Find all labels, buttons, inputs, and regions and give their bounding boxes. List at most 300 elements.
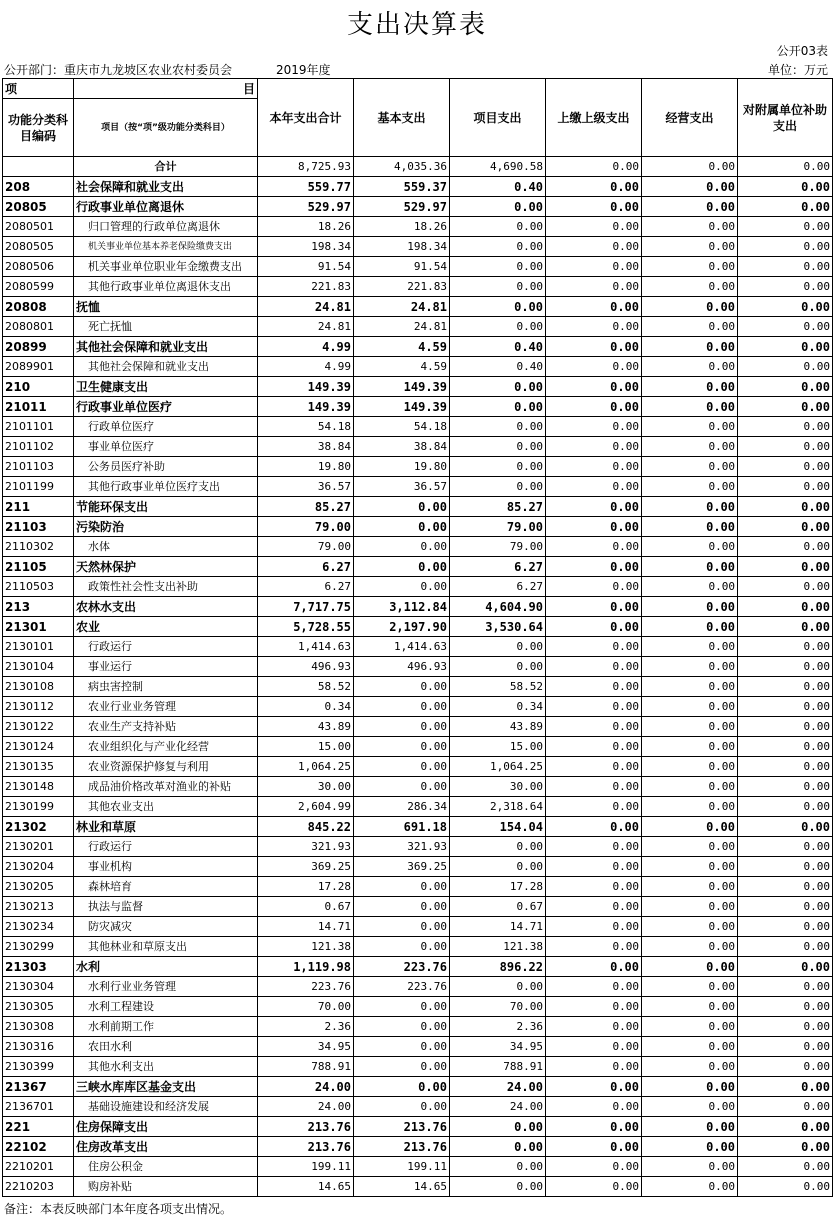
table-row: [3, 377, 833, 397]
cell-superior: 0.00: [546, 697, 642, 717]
cell-subsidiary: 0.00: [738, 517, 833, 537]
row-name: 其他社会保障和就业支出: [74, 357, 258, 377]
cell-superior: 0.00: [546, 1077, 642, 1097]
cell-basic: 0.00: [354, 997, 450, 1017]
cell-superior: 0.00: [546, 997, 642, 1017]
cell-total: 369.25: [258, 857, 354, 877]
cell-project: 121.38: [450, 937, 546, 957]
cell-total: 1,414.63: [258, 637, 354, 657]
row-name: 水体: [74, 537, 258, 557]
cell-business: 0.00: [642, 157, 738, 177]
cell-business: 0.00: [642, 1097, 738, 1117]
unit-label: 单位：万元: [767, 63, 828, 77]
row-name: 归口管理的行政单位离退休: [74, 217, 258, 237]
cell-business: 0.00: [642, 277, 738, 297]
cell-basic: 321.93: [354, 837, 450, 857]
cell-basic: 0.00: [354, 537, 450, 557]
cell-business: 0.00: [642, 1157, 738, 1177]
cell-superior: 0.00: [546, 1137, 642, 1157]
cell-project: 15.00: [450, 737, 546, 757]
cell-business: 0.00: [642, 737, 738, 757]
cell-total: 7,717.75: [258, 597, 354, 617]
cell-project: 0.00: [450, 657, 546, 677]
cell-subsidiary: 0.00: [738, 397, 833, 417]
cell-superior: 0.00: [546, 1117, 642, 1137]
cell-basic: 2,197.90: [354, 617, 450, 637]
cell-basic: 0.00: [354, 497, 450, 517]
row-code: 2130299: [3, 937, 74, 957]
row-code: 21011: [3, 397, 74, 417]
cell-basic: 529.97: [354, 197, 450, 217]
cell-superior: 0.00: [546, 337, 642, 357]
cell-subsidiary: 0.00: [738, 217, 833, 237]
cell-project: 0.34: [450, 697, 546, 717]
fiscal-year: 2019年度: [276, 63, 331, 77]
row-name: 水利: [74, 957, 258, 977]
row-code: 213: [3, 597, 74, 617]
cell-total: 0.34: [258, 697, 354, 717]
cell-project: 0.00: [450, 377, 546, 397]
cell-superior: 0.00: [546, 577, 642, 597]
cell-total: 70.00: [258, 997, 354, 1017]
cell-basic: 559.37: [354, 177, 450, 197]
cell-total: 24.81: [258, 297, 354, 317]
cell-business: 0.00: [642, 177, 738, 197]
cell-superior: 0.00: [546, 637, 642, 657]
row-name: 农业行业业务管理: [74, 697, 258, 717]
cell-project: 0.00: [450, 217, 546, 237]
row-name: 事业机构: [74, 857, 258, 877]
cell-project: 0.00: [450, 837, 546, 857]
header-name: 项目（按“项”级功能分类科目）: [74, 99, 258, 157]
cell-basic: 4,035.36: [354, 157, 450, 177]
cell-subsidiary: 0.00: [738, 1097, 833, 1117]
row-name: 行政单位医疗: [74, 417, 258, 437]
table-row: [3, 757, 833, 777]
cell-project: 0.00: [450, 1157, 546, 1177]
cell-superior: 0.00: [546, 357, 642, 377]
cell-basic: 91.54: [354, 257, 450, 277]
row-name: 三峡水库库区基金支出: [74, 1077, 258, 1097]
table-header: [3, 79, 833, 157]
row-code: 21303: [3, 957, 74, 977]
cell-business: 0.00: [642, 357, 738, 377]
cell-business: 0.00: [642, 997, 738, 1017]
cell-total: 79.00: [258, 537, 354, 557]
cell-project: 34.95: [450, 1037, 546, 1057]
cell-basic: 369.25: [354, 857, 450, 877]
header-basic: 基本支出: [354, 79, 450, 157]
cell-subsidiary: 0.00: [738, 737, 833, 757]
cell-superior: 0.00: [546, 597, 642, 617]
row-name: 水利前期工作: [74, 1017, 258, 1037]
row-name: 农业: [74, 617, 258, 637]
table-row: [3, 777, 833, 797]
cell-subsidiary: 0.00: [738, 197, 833, 217]
cell-superior: 0.00: [546, 917, 642, 937]
cell-subsidiary: 0.00: [738, 537, 833, 557]
cell-superior: 0.00: [546, 677, 642, 697]
cell-superior: 0.00: [546, 417, 642, 437]
cell-basic: 54.18: [354, 417, 450, 437]
department-label: 公开部门：重庆市九龙坡区农业农村委员会: [4, 63, 233, 77]
cell-project: 6.27: [450, 557, 546, 577]
row-code: 2110503: [3, 577, 74, 597]
cell-project: 0.00: [450, 977, 546, 997]
cell-basic: 213.76: [354, 1117, 450, 1137]
form-number: 公开03表: [776, 44, 828, 58]
row-name: 农业生产支持补贴: [74, 717, 258, 737]
cell-project: 0.00: [450, 297, 546, 317]
cell-total: 4.99: [258, 357, 354, 377]
row-name: 水利工程建设: [74, 997, 258, 1017]
cell-total: 529.97: [258, 197, 354, 217]
cell-project: 14.71: [450, 917, 546, 937]
row-name: 林业和草原: [74, 817, 258, 837]
cell-basic: 0.00: [354, 917, 450, 937]
row-name: 事业单位医疗: [74, 437, 258, 457]
cell-subsidiary: 0.00: [738, 1057, 833, 1077]
row-name: 成品油价格改革对渔业的补贴: [74, 777, 258, 797]
row-name: 公务员医疗补助: [74, 457, 258, 477]
cell-superior: 0.00: [546, 837, 642, 857]
cell-business: 0.00: [642, 1077, 738, 1097]
cell-superior: 0.00: [546, 377, 642, 397]
table-row: [3, 157, 833, 177]
table-row: [3, 1057, 833, 1077]
cell-superior: 0.00: [546, 477, 642, 497]
cell-business: 0.00: [642, 217, 738, 237]
cell-project: 0.00: [450, 437, 546, 457]
cell-subsidiary: 0.00: [738, 1177, 833, 1197]
cell-basic: 4.59: [354, 337, 450, 357]
cell-project: 43.89: [450, 717, 546, 737]
cell-business: 0.00: [642, 1037, 738, 1057]
row-name: 其他水利支出: [74, 1057, 258, 1077]
cell-superior: 0.00: [546, 1017, 642, 1037]
table-row: [3, 317, 833, 337]
cell-business: 0.00: [642, 757, 738, 777]
cell-total: 2.36: [258, 1017, 354, 1037]
cell-subsidiary: 0.00: [738, 457, 833, 477]
cell-project: 0.40: [450, 357, 546, 377]
cell-total: 85.27: [258, 497, 354, 517]
cell-superior: 0.00: [546, 877, 642, 897]
cell-total: 91.54: [258, 257, 354, 277]
table-row: [3, 597, 833, 617]
header-superior: 上缴上级支出: [546, 79, 642, 157]
row-name: 住房公积金: [74, 1157, 258, 1177]
table-row: [3, 177, 833, 197]
cell-total: 15.00: [258, 737, 354, 757]
cell-project: 0.00: [450, 237, 546, 257]
row-code: 2130124: [3, 737, 74, 757]
cell-subsidiary: 0.00: [738, 477, 833, 497]
cell-business: 0.00: [642, 777, 738, 797]
cell-business: 0.00: [642, 437, 738, 457]
row-code: 2130204: [3, 857, 74, 877]
row-code: 22102: [3, 1137, 74, 1157]
cell-subsidiary: 0.00: [738, 1117, 833, 1137]
cell-basic: 0.00: [354, 757, 450, 777]
table-row: [3, 477, 833, 497]
row-code: 21301: [3, 617, 74, 637]
cell-total: 1,064.25: [258, 757, 354, 777]
cell-superior: 0.00: [546, 937, 642, 957]
cell-superior: 0.00: [546, 397, 642, 417]
table-row: [3, 977, 833, 997]
cell-total: 845.22: [258, 817, 354, 837]
cell-total: 14.71: [258, 917, 354, 937]
cell-total: 36.57: [258, 477, 354, 497]
table-row: [3, 737, 833, 757]
cell-basic: 0.00: [354, 557, 450, 577]
row-code: 2130108: [3, 677, 74, 697]
row-code: 2110302: [3, 537, 74, 557]
cell-basic: 223.76: [354, 977, 450, 997]
cell-basic: 4.59: [354, 357, 450, 377]
cell-basic: 1,414.63: [354, 637, 450, 657]
table-row: [3, 917, 833, 937]
row-name: 事业运行: [74, 657, 258, 677]
table-row: [3, 197, 833, 217]
cell-project: 0.00: [450, 197, 546, 217]
cell-project: 0.00: [450, 317, 546, 337]
cell-business: 0.00: [642, 877, 738, 897]
cell-subsidiary: 0.00: [738, 337, 833, 357]
table-row: [3, 897, 833, 917]
cell-business: 0.00: [642, 837, 738, 857]
cell-business: 0.00: [642, 197, 738, 217]
row-name: 病虫害控制: [74, 677, 258, 697]
cell-project: 30.00: [450, 777, 546, 797]
cell-total: 223.76: [258, 977, 354, 997]
cell-business: 0.00: [642, 1017, 738, 1037]
cell-total: 8,725.93: [258, 157, 354, 177]
cell-project: 896.22: [450, 957, 546, 977]
cell-project: 6.27: [450, 577, 546, 597]
cell-business: 0.00: [642, 297, 738, 317]
row-name: 社会保障和就业支出: [74, 177, 258, 197]
row-code: 2130101: [3, 637, 74, 657]
cell-superior: 0.00: [546, 777, 642, 797]
table-row: [3, 957, 833, 977]
cell-business: 0.00: [642, 317, 738, 337]
cell-business: 0.00: [642, 617, 738, 637]
row-name: 防灾减灾: [74, 917, 258, 937]
cell-project: 79.00: [450, 517, 546, 537]
table-row: [3, 1077, 833, 1097]
cell-superior: 0.00: [546, 617, 642, 637]
cell-basic: 223.76: [354, 957, 450, 977]
table-body: [3, 157, 833, 1197]
row-name: 抚恤: [74, 297, 258, 317]
table-row: [3, 717, 833, 737]
row-code: 2130135: [3, 757, 74, 777]
row-code: 2130316: [3, 1037, 74, 1057]
row-code: 2101103: [3, 457, 74, 477]
table-row: [3, 457, 833, 477]
cell-subsidiary: 0.00: [738, 1137, 833, 1157]
table-row: [3, 557, 833, 577]
row-code: 2101101: [3, 417, 74, 437]
cell-subsidiary: 0.00: [738, 637, 833, 657]
table-row: [3, 397, 833, 417]
cell-project: 0.00: [450, 637, 546, 657]
cell-basic: 14.65: [354, 1177, 450, 1197]
cell-business: 0.00: [642, 377, 738, 397]
cell-total: 24.00: [258, 1097, 354, 1117]
cell-business: 0.00: [642, 937, 738, 957]
table-row: [3, 437, 833, 457]
row-name: 农业资源保护修复与利用: [74, 757, 258, 777]
cell-project: 3,530.64: [450, 617, 546, 637]
row-name: 水利行业业务管理: [74, 977, 258, 997]
cell-total: 321.93: [258, 837, 354, 857]
row-name: 合计: [74, 157, 258, 177]
cell-subsidiary: 0.00: [738, 317, 833, 337]
cell-business: 0.00: [642, 1177, 738, 1197]
cell-subsidiary: 0.00: [738, 957, 833, 977]
cell-subsidiary: 0.00: [738, 357, 833, 377]
row-code: 2101102: [3, 437, 74, 457]
cell-superior: 0.00: [546, 757, 642, 777]
cell-project: 0.00: [450, 257, 546, 277]
cell-subsidiary: 0.00: [738, 697, 833, 717]
cell-project: 0.00: [450, 477, 546, 497]
row-name: 节能环保支出: [74, 497, 258, 517]
row-name: 基础设施建设和经济发展: [74, 1097, 258, 1117]
cell-project: 24.00: [450, 1097, 546, 1117]
cell-basic: 18.26: [354, 217, 450, 237]
cell-total: 221.83: [258, 277, 354, 297]
row-code: 2130308: [3, 1017, 74, 1037]
cell-basic: 496.93: [354, 657, 450, 677]
cell-basic: 0.00: [354, 577, 450, 597]
cell-project: 0.67: [450, 897, 546, 917]
cell-subsidiary: 0.00: [738, 1077, 833, 1097]
cell-project: 0.00: [450, 417, 546, 437]
cell-business: 0.00: [642, 637, 738, 657]
table-row: [3, 1017, 833, 1037]
row-code: 2130112: [3, 697, 74, 717]
cell-project: 24.00: [450, 1077, 546, 1097]
cell-basic: 0.00: [354, 677, 450, 697]
cell-total: 30.00: [258, 777, 354, 797]
row-code: 221: [3, 1117, 74, 1137]
cell-business: 0.00: [642, 817, 738, 837]
table-row: [3, 257, 833, 277]
cell-total: 19.80: [258, 457, 354, 477]
row-name: 死亡抚恤: [74, 317, 258, 337]
row-code: 21367: [3, 1077, 74, 1097]
cell-superior: 0.00: [546, 177, 642, 197]
cell-basic: 0.00: [354, 697, 450, 717]
header-project: 项目支出: [450, 79, 546, 157]
table-row: [3, 937, 833, 957]
cell-project: 2.36: [450, 1017, 546, 1037]
cell-business: 0.00: [642, 1137, 738, 1157]
cell-project: 0.00: [450, 1177, 546, 1197]
cell-total: 54.18: [258, 417, 354, 437]
cell-subsidiary: 0.00: [738, 717, 833, 737]
table-row: [3, 217, 833, 237]
row-code: 2130304: [3, 977, 74, 997]
cell-subsidiary: 0.00: [738, 177, 833, 197]
cell-superior: 0.00: [546, 717, 642, 737]
cell-superior: 0.00: [546, 897, 642, 917]
table-row: [3, 297, 833, 317]
cell-subsidiary: 0.00: [738, 597, 833, 617]
cell-superior: 0.00: [546, 1057, 642, 1077]
table-row: [3, 677, 833, 697]
cell-business: 0.00: [642, 917, 738, 937]
cell-basic: 3,112.84: [354, 597, 450, 617]
row-name: 农林水支出: [74, 597, 258, 617]
table-row: [3, 237, 833, 257]
table-row: [3, 1137, 833, 1157]
cell-superior: 0.00: [546, 157, 642, 177]
cell-subsidiary: 0.00: [738, 917, 833, 937]
row-code: 2210203: [3, 1177, 74, 1197]
cell-total: 24.00: [258, 1077, 354, 1097]
cell-project: 0.00: [450, 857, 546, 877]
row-code: 2210201: [3, 1157, 74, 1177]
table-row: [3, 857, 833, 877]
row-code: 2089901: [3, 357, 74, 377]
cell-superior: 0.00: [546, 857, 642, 877]
cell-subsidiary: 0.00: [738, 497, 833, 517]
table-row: [3, 697, 833, 717]
row-name: 行政运行: [74, 637, 258, 657]
cell-basic: 24.81: [354, 297, 450, 317]
cell-subsidiary: 0.00: [738, 757, 833, 777]
cell-business: 0.00: [642, 517, 738, 537]
row-name: 其他林业和草原支出: [74, 937, 258, 957]
cell-total: 5,728.55: [258, 617, 354, 637]
cell-subsidiary: 0.00: [738, 277, 833, 297]
row-code: 2130305: [3, 997, 74, 1017]
cell-superior: 0.00: [546, 1177, 642, 1197]
cell-subsidiary: 0.00: [738, 937, 833, 957]
cell-project: 0.00: [450, 1137, 546, 1157]
table-row: [3, 337, 833, 357]
cell-project: 70.00: [450, 997, 546, 1017]
row-code: 20805: [3, 197, 74, 217]
row-code: 2080505: [3, 237, 74, 257]
row-code: 2130234: [3, 917, 74, 937]
cell-superior: 0.00: [546, 657, 642, 677]
cell-superior: 0.00: [546, 1037, 642, 1057]
cell-business: 0.00: [642, 1117, 738, 1137]
row-name: 住房改革支出: [74, 1137, 258, 1157]
cell-subsidiary: 0.00: [738, 417, 833, 437]
cell-subsidiary: 0.00: [738, 997, 833, 1017]
row-code: 2080599: [3, 277, 74, 297]
row-name: 农业组织化与产业化经营: [74, 737, 258, 757]
table-row: [3, 657, 833, 677]
row-name: 其他农业支出: [74, 797, 258, 817]
cell-business: 0.00: [642, 857, 738, 877]
cell-superior: 0.00: [546, 817, 642, 837]
cell-project: 0.40: [450, 177, 546, 197]
row-name: 政策性社会性支出补助: [74, 577, 258, 597]
row-code: 2130399: [3, 1057, 74, 1077]
table-row: [3, 577, 833, 597]
cell-superior: 0.00: [546, 977, 642, 997]
row-code: 20899: [3, 337, 74, 357]
cell-total: 6.27: [258, 577, 354, 597]
